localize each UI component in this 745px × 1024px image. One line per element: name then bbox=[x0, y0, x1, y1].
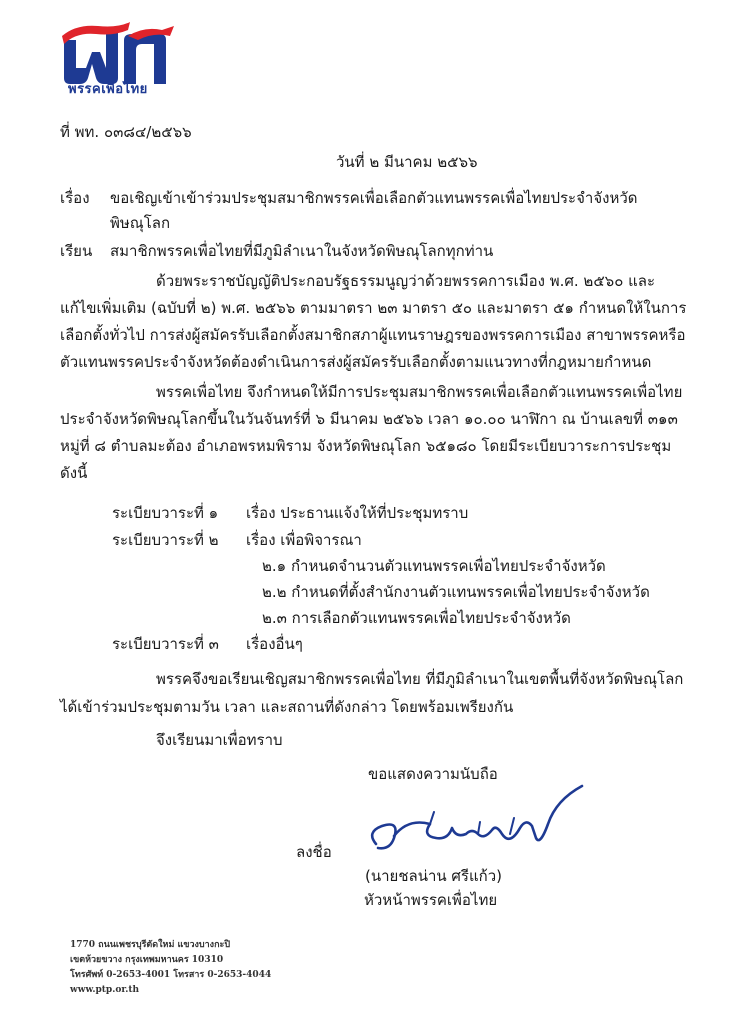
paragraph-1 bbox=[60, 268, 687, 376]
sign-label: ลงชื่อ bbox=[296, 843, 332, 861]
paragraph-1-line: ตัวแทนพรรคประจำจังหวัดต้องดำเนินการส่งผู้สมัครรับเลือกตั้งตามแนวทางที่กฎหมายกำหนด bbox=[60, 353, 652, 371]
paragraph-1-line: เลือกตั้งทั่วไป การส่งผู้สมัครรับเลือกตั้งสมาชิกสภาผู้แทนราษฎรของพรรคการเมือง สาขาพรรคหรือ bbox=[60, 326, 686, 344]
footer-line: 1770 ถนนเพชรบุรีตัดใหม่ แขวงบางกะปิ bbox=[70, 940, 231, 950]
agenda-topic-3: เรื่องอื่นๆ bbox=[246, 635, 303, 653]
footer-address bbox=[70, 938, 271, 998]
paragraph-2-line: พรรคเพื่อไทย จึงกำหนดให้มีการประชุมสมาชิกพรรคเพื่อเลือกตัวแทนพรรคเพื่อไทย bbox=[156, 383, 683, 401]
recipient-label: เรียน bbox=[60, 242, 93, 260]
closing-note: จึงเรียนมาเพื่อทราบ bbox=[156, 731, 283, 749]
recipient-text: สมาชิกพรรคเพื่อไทยที่มีภูมิลำเนาในจังหวัดพิษณุโลกทุกท่าน bbox=[110, 242, 494, 260]
paragraph-1-line: แก้ไขเพิ่มเติม (ฉบับที่ ๒) พ.ศ. ๒๕๖๖ ตามมาตรา ๒๓ มาตรา ๕๐ และมาตรา ๕๑ กำหนดให้ในการ bbox=[60, 299, 687, 317]
paragraph-2-line: ประจำจังหวัดพิษณุโลกขึ้นในวันจันทร์ที่ ๖ มีนาคม ๒๕๖๖ เวลา ๑๐.๐๐ นาฬิกา ณ บ้านเลขที่ ๓๑๓ bbox=[60, 410, 678, 428]
agenda-topic-1: เรื่อง ประธานแจ้งให้ที่ประชุมทราบ bbox=[246, 504, 469, 522]
paragraph-3 bbox=[60, 665, 684, 721]
footer-line: โทรศัพท์ 0-2653-4001 โทรสาร 0-2653-4044 bbox=[70, 970, 272, 980]
paragraph-2-line: ดังนี้ bbox=[60, 464, 88, 482]
agenda-subitem-2-1: ๒.๑ กำหนดจำนวนตัวแทนพรรคเพื่อไทยประจำจังหวัด bbox=[262, 557, 606, 575]
paragraph-1-line: ด้วยพระราชบัญญัติประกอบรัฐธรรมนูญว่าด้วยพรรคการเมือง พ.ศ. ๒๕๖๐ และ bbox=[156, 272, 656, 290]
subject-line-2: พิษณุโลก bbox=[110, 214, 171, 232]
subject-label: เรื่อง bbox=[60, 189, 90, 207]
paragraph-3-line: พรรคจึงขอเรียนเชิญสมาชิกพรรคเพื่อไทย ที่มีภูมิลำเนาในเขตพื้นที่จังหวัดพิษณุโลก bbox=[156, 670, 684, 688]
agenda-label-2: ระเบียบวาระที่ ๒ bbox=[112, 531, 219, 549]
paragraph-2 bbox=[60, 379, 683, 487]
signer-name: (นายชลน่าน ศรีแก้ว) bbox=[365, 867, 502, 885]
signer-title: หัวหน้าพรรคเพื่อไทย bbox=[364, 891, 498, 909]
footer-line: เขตห้วยขวาง กรุงเทพมหานคร 10310 bbox=[70, 955, 224, 965]
agenda-subitem-2-2: ๒.๒ กำหนดที่ตั้งสำนักงานตัวแทนพรรคเพื่อไทยประจำจังหวัด bbox=[262, 583, 650, 601]
paragraph-3-line: ได้เข้าร่วมประชุมตามวัน เวลา และสถานที่ดังกล่าว โดยพร้อมเพรียงกัน bbox=[60, 698, 514, 716]
agenda-topic-2: เรื่อง เพื่อพิจารณา bbox=[246, 531, 362, 549]
agenda-label-3: ระเบียบวาระที่ ๓ bbox=[112, 635, 219, 653]
letter-date: วันที่ ๒ มีนาคม ๒๕๖๖ bbox=[336, 153, 478, 171]
subject-line-1: ขอเชิญเข้าเข้าร่วมประชุมสมาชิกพรรคเพื่อเลือกตัวแทนพรรคเพื่อไทยประจำจังหวัด bbox=[110, 189, 638, 207]
paragraph-2-line: หมู่ที่ ๘ ตำบลมะต้อง อำเภอพรหมพิราม จังหวัดพิษณุโลก ๖๕๑๘๐ โดยมีระเบียบวาระการประชุม bbox=[60, 437, 672, 455]
logo-text: พรรคเพื่อไทย bbox=[68, 82, 148, 97]
reference-number: ที่ พท. ๐๓๘๔/๒๕๖๖ bbox=[60, 123, 192, 141]
signature-image bbox=[360, 778, 590, 868]
agenda-subitem-2-3: ๒.๓ การเลือกตัวแทนพรรคเพื่อไทยประจำจังหวัด bbox=[262, 609, 571, 627]
footer-website: www.ptp.or.th bbox=[70, 985, 140, 995]
agenda-label-1: ระเบียบวาระที่ ๑ bbox=[112, 504, 219, 522]
regards-text: ขอแสดงความนับถือ bbox=[368, 765, 498, 783]
